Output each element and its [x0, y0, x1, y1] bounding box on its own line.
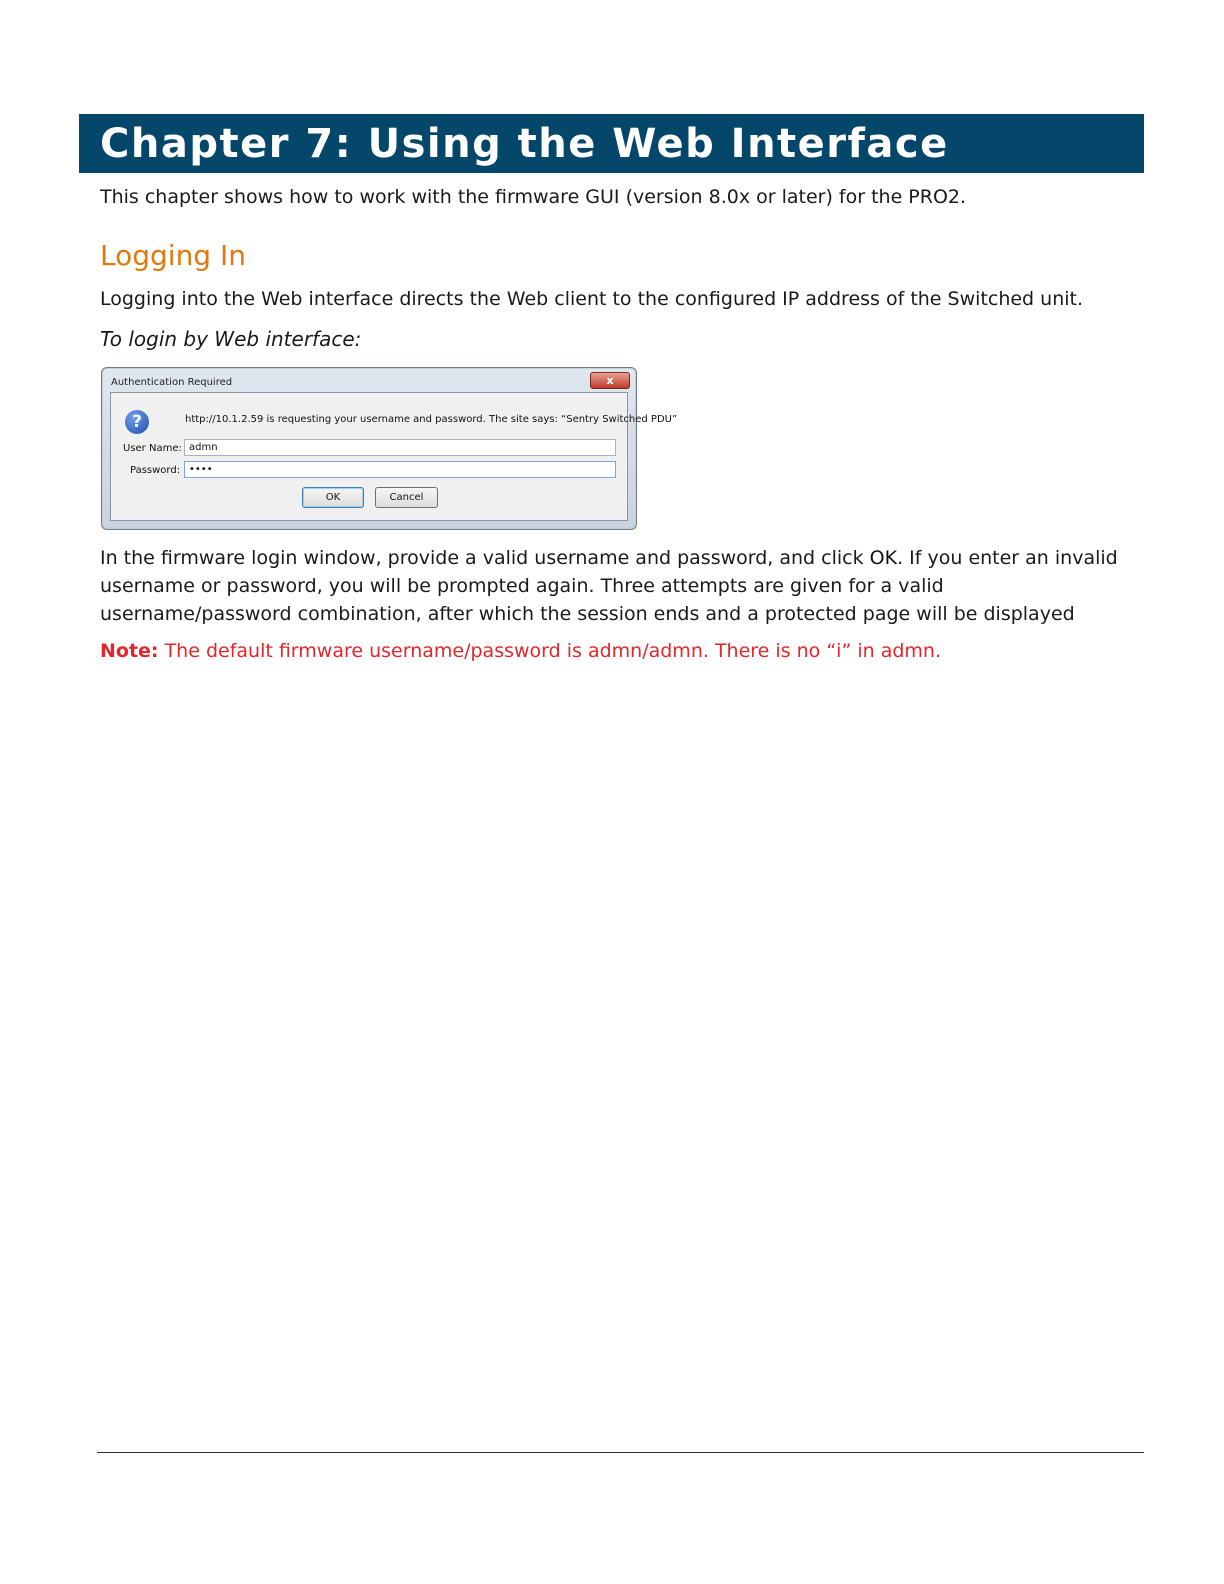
note-label: Note: — [100, 640, 159, 662]
close-icon: x — [606, 374, 614, 387]
note-text: The default firmware username/password is admn/admn. There is no “i” in admn. — [158, 640, 941, 662]
password-input[interactable] — [184, 461, 616, 478]
dialog-message: http://10.1.2.59 is requesting your username and password. The site says: “Sentry Switched PDU” — [185, 414, 678, 425]
instruction-text: To login by Web interface: — [100, 327, 362, 351]
intro-text: This chapter shows how to work with the firmware GUI (version 8.0x or later) for the PRO2. — [100, 186, 967, 208]
note — [100, 640, 941, 662]
username-input[interactable] — [184, 439, 616, 456]
login-instructions-part2: . If you enter an invalid username or password, you will be prompted again. Three attempts are given for a valid username/password combination, after which the session ends and a protected page will be displayed — [100, 547, 1118, 625]
close-button[interactable] — [590, 372, 630, 389]
help-question-icon: ? — [125, 410, 149, 434]
ok-button[interactable]: OK — [302, 487, 364, 508]
username-label: User Name: — [123, 443, 182, 454]
login-instructions-part1: In the firmware login window, provide a valid username and password, and click — [100, 547, 870, 569]
section-heading: Logging In — [100, 239, 246, 272]
cancel-button[interactable]: Cancel — [375, 487, 438, 508]
chapter-title: Chapter 7: Using the Web Interface — [100, 121, 949, 167]
footer-divider — [97, 1452, 1144, 1453]
chapter-banner — [79, 114, 1144, 173]
login-instructions — [100, 544, 1140, 628]
section-paragraph: Logging into the Web interface directs the Web client to the configured IP address of the Switched unit. — [100, 288, 1083, 310]
password-label: Password: — [130, 465, 181, 476]
ok-keyword: OK — [869, 547, 898, 569]
dialog-body — [110, 392, 678, 521]
auth-dialog-screenshot — [101, 367, 678, 530]
dialog-title: Authentication Required — [111, 377, 233, 388]
